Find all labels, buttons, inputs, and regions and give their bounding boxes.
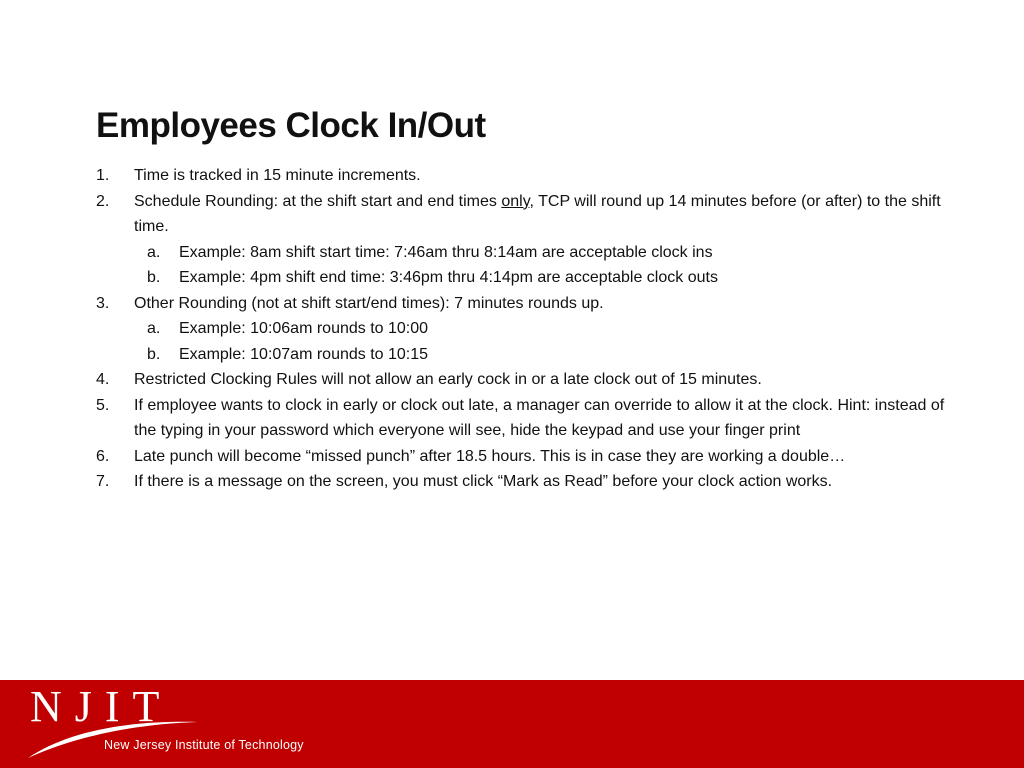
list-item <box>96 444 956 470</box>
list-item <box>96 469 956 495</box>
slide-title: Employees Clock In/Out <box>96 106 486 145</box>
sub-list-item <box>96 316 956 342</box>
list-number: 7. <box>96 473 110 490</box>
list-item <box>96 367 956 393</box>
sub-list-text: Example: 10:07am rounds to 10:15 <box>179 345 429 363</box>
list-number: 4. <box>96 371 110 388</box>
logo-subtitle: New Jersey Institute of Technology <box>104 738 304 752</box>
list-item-text: If employee wants to clock in early or clock out late, a manager can override to allow it at the clock. Hint: instead of the typing in your password which everyone will see, hide the keypad and use your finger print <box>134 396 945 439</box>
sub-list-letter: b. <box>147 269 161 286</box>
sub-list-letter: a. <box>147 243 161 261</box>
sub-list-text: Example: 8am shift start time: 7:46am thru 8:14am are acceptable clock ins <box>179 243 713 261</box>
text-segment: Schedule Rounding: at the shift start and end times <box>134 192 502 210</box>
list-number: 2. <box>96 192 110 210</box>
sub-list-item <box>96 342 956 368</box>
sub-list-item <box>96 265 956 291</box>
list-number: 6. <box>96 447 110 465</box>
list-item-text: Time is tracked in 15 minute increments. <box>134 167 421 184</box>
sub-list-letter: a. <box>147 320 161 337</box>
sub-list-text: Example: 10:06am rounds to 10:00 <box>179 320 429 337</box>
numbered-list <box>96 163 956 495</box>
list-item-text <box>134 193 941 236</box>
list-number: 3. <box>96 294 110 312</box>
list-number: 1. <box>96 167 110 184</box>
list-item <box>96 393 956 444</box>
sub-list-text: Example: 4pm shift end time: 3:46pm thru 4:14pm are acceptable clock outs <box>179 269 718 286</box>
njit-logo: NJIT <box>30 682 173 731</box>
list-item <box>96 291 956 317</box>
sub-list-item <box>96 240 956 266</box>
list-item-text: If there is a message on the screen, you must click “Mark as Read” before your clock action works. <box>134 473 833 490</box>
list-item-text: Other Rounding (not at shift start/end times): 7 minutes rounds up. <box>134 294 604 312</box>
underlined-word: only <box>501 192 530 210</box>
list-item <box>96 189 956 240</box>
text-segment: , TCP will round up 14 minutes before (or after) to the shift time. <box>134 192 941 235</box>
list-number: 5. <box>96 396 110 414</box>
list-item-text: Restricted Clocking Rules will not allow an early cock in or a late clock out of 15 minutes. <box>134 371 762 388</box>
list-item-text: Late punch will become “missed punch” after 18.5 hours. This is in case they are working a double… <box>134 447 846 465</box>
sub-list-letter: b. <box>147 345 161 363</box>
list-item <box>96 163 956 189</box>
